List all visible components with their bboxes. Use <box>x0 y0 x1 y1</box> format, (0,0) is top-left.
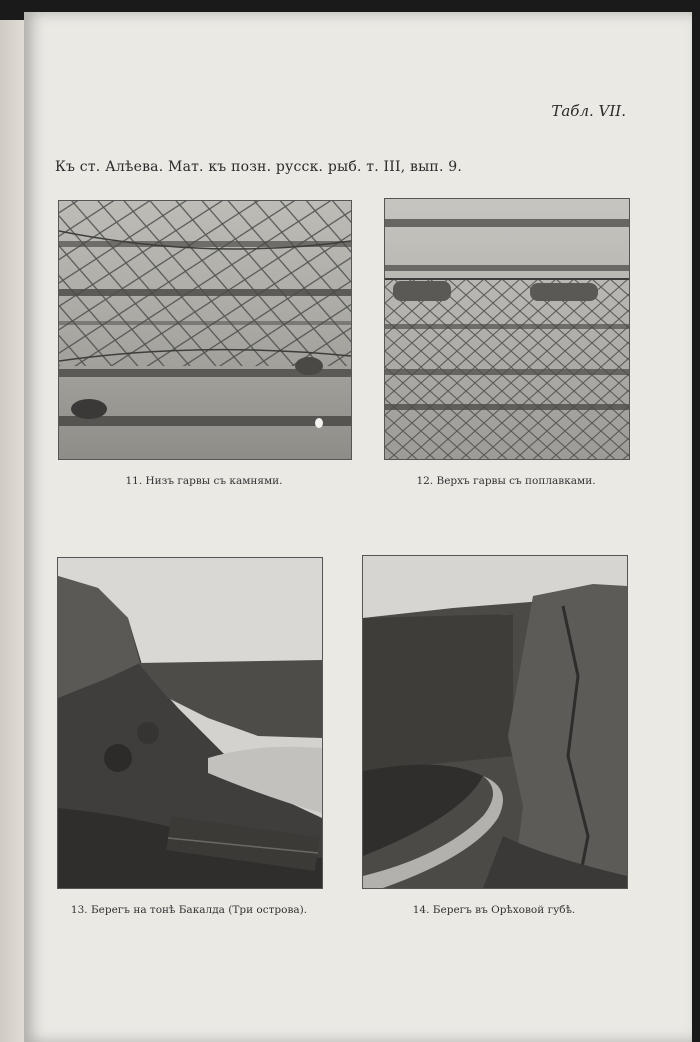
photo-shore-bakalda <box>57 557 323 889</box>
table-label: Табл. VII. <box>551 102 626 120</box>
photo-net-top <box>384 198 630 460</box>
caption-figure-13: 13. Берегъ на тонѣ Бакалда (Три острова). <box>70 904 308 916</box>
source-line: Къ ст. Алѣева. Мат. къ позн. русск. рыб. т. III, вып. 9. <box>55 159 463 175</box>
book-page <box>24 12 692 1042</box>
photo-shore-orekhovaya <box>362 555 628 889</box>
photo-net-bottom <box>58 200 352 460</box>
caption-figure-11: 11. Низъ гарвы съ камнями. <box>125 475 283 487</box>
caption-figure-12: 12. Верхъ гарвы съ поплавками. <box>416 475 596 487</box>
caption-figure-14: 14. Берегъ въ Орѣховой губѣ. <box>412 904 576 916</box>
